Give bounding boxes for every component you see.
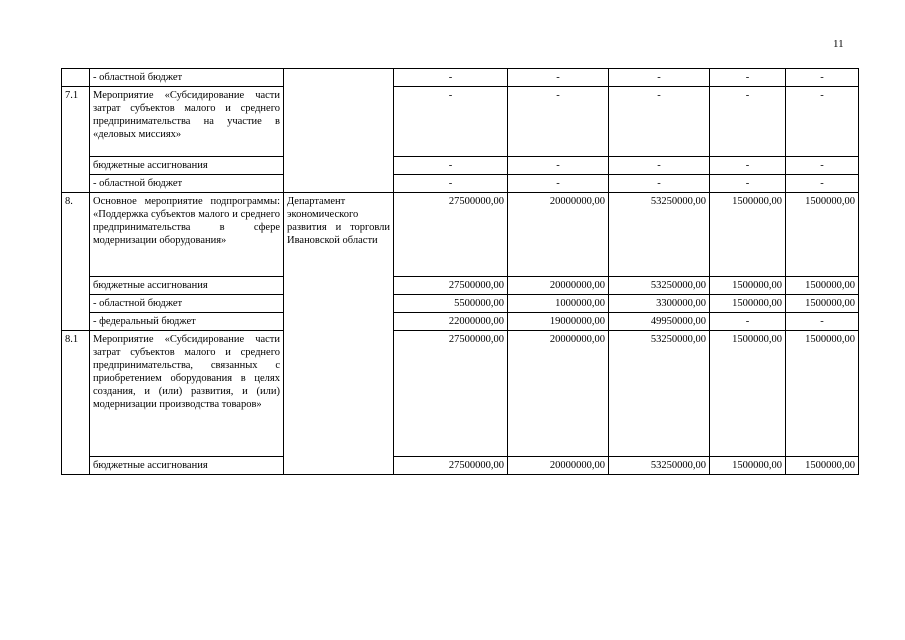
value-cell: - xyxy=(786,175,859,193)
value-cell: 27500000,00 xyxy=(394,277,508,295)
value-cell: 20000000,00 xyxy=(508,277,609,295)
value-cell: 1000000,00 xyxy=(508,295,609,313)
table-row xyxy=(62,313,859,331)
value-cell: 22000000,00 xyxy=(394,313,508,331)
value-cell: - xyxy=(609,69,710,87)
value-cell: 1500000,00 xyxy=(710,331,786,457)
value-cell: - xyxy=(710,175,786,193)
row-number-cell: 8.1 xyxy=(62,331,90,475)
value-cell: 53250000,00 xyxy=(609,193,710,277)
value-cell: - xyxy=(394,157,508,175)
row-name-cell: Основное мероприятие подпрограммы: «Поддержка субъектов малого и среднего предпринимательства в сфере модернизации оборудования» xyxy=(90,193,284,277)
value-cell: 20000000,00 xyxy=(508,457,609,475)
row-name-cell: - федеральный бюджет xyxy=(90,313,284,331)
value-cell: - xyxy=(710,69,786,87)
executor-cell: Департамент экономического развития и торговли Ивановской области xyxy=(284,193,394,475)
value-cell: - xyxy=(609,157,710,175)
row-name-cell: Мероприятие «Субсидирование части затрат субъектов малого и среднего предпринимательства, связанных с приобретением оборудования в целях создания, и (или) развития, и (или) модернизации производства товаров» xyxy=(90,331,284,457)
value-cell: 1500000,00 xyxy=(710,193,786,277)
row-name-cell: - областной бюджет xyxy=(90,295,284,313)
value-cell: - xyxy=(609,87,710,157)
executor-cell-empty xyxy=(284,69,394,193)
value-cell: - xyxy=(508,175,609,193)
budget-table xyxy=(61,68,859,475)
value-cell: - xyxy=(394,87,508,157)
row-name-cell: бюджетные ассигнования xyxy=(90,277,284,295)
table-row xyxy=(62,295,859,313)
row-name-cell: - областной бюджет xyxy=(90,69,284,87)
value-cell: 53250000,00 xyxy=(609,331,710,457)
row-name-cell: - областной бюджет xyxy=(90,175,284,193)
value-cell: 1500000,00 xyxy=(710,457,786,475)
value-cell: 20000000,00 xyxy=(508,193,609,277)
table-row xyxy=(62,69,859,87)
page-number: 11 xyxy=(833,38,844,50)
value-cell: 1500000,00 xyxy=(710,277,786,295)
value-cell: 49950000,00 xyxy=(609,313,710,331)
table-row xyxy=(62,157,859,175)
value-cell: 53250000,00 xyxy=(609,277,710,295)
value-cell: - xyxy=(710,313,786,331)
value-cell: 1500000,00 xyxy=(786,277,859,295)
value-cell: 1500000,00 xyxy=(786,457,859,475)
value-cell: - xyxy=(786,157,859,175)
value-cell: 53250000,00 xyxy=(609,457,710,475)
value-cell: - xyxy=(508,87,609,157)
table-row xyxy=(62,175,859,193)
value-cell: - xyxy=(786,69,859,87)
value-cell: 27500000,00 xyxy=(394,457,508,475)
table-row xyxy=(62,277,859,295)
row-name-cell: Мероприятие «Субсидирование части затрат субъектов малого и среднего предпринимательства на участие в «деловых миссиях» xyxy=(90,87,284,157)
value-cell: 1500000,00 xyxy=(786,193,859,277)
value-cell: 3300000,00 xyxy=(609,295,710,313)
table-row xyxy=(62,331,859,457)
table-row xyxy=(62,457,859,475)
value-cell: 1500000,00 xyxy=(710,295,786,313)
table-row xyxy=(62,193,859,277)
row-number-cell: 8. xyxy=(62,193,90,331)
value-cell: - xyxy=(710,157,786,175)
value-cell: 5500000,00 xyxy=(394,295,508,313)
row-name-cell: бюджетные ассигнования xyxy=(90,457,284,475)
value-cell: 19000000,00 xyxy=(508,313,609,331)
value-cell: 1500000,00 xyxy=(786,331,859,457)
value-cell: 20000000,00 xyxy=(508,331,609,457)
value-cell: - xyxy=(786,87,859,157)
value-cell: - xyxy=(710,87,786,157)
value-cell: - xyxy=(508,157,609,175)
value-cell: - xyxy=(394,175,508,193)
row-number-cell xyxy=(62,69,90,87)
value-cell: - xyxy=(394,69,508,87)
row-name-cell: бюджетные ассигнования xyxy=(90,157,284,175)
value-cell: 27500000,00 xyxy=(394,193,508,277)
table-row xyxy=(62,87,859,157)
value-cell: - xyxy=(508,69,609,87)
value-cell: - xyxy=(609,175,710,193)
row-number-cell: 7.1 xyxy=(62,87,90,193)
value-cell: 1500000,00 xyxy=(786,295,859,313)
value-cell: 27500000,00 xyxy=(394,331,508,457)
value-cell: - xyxy=(786,313,859,331)
